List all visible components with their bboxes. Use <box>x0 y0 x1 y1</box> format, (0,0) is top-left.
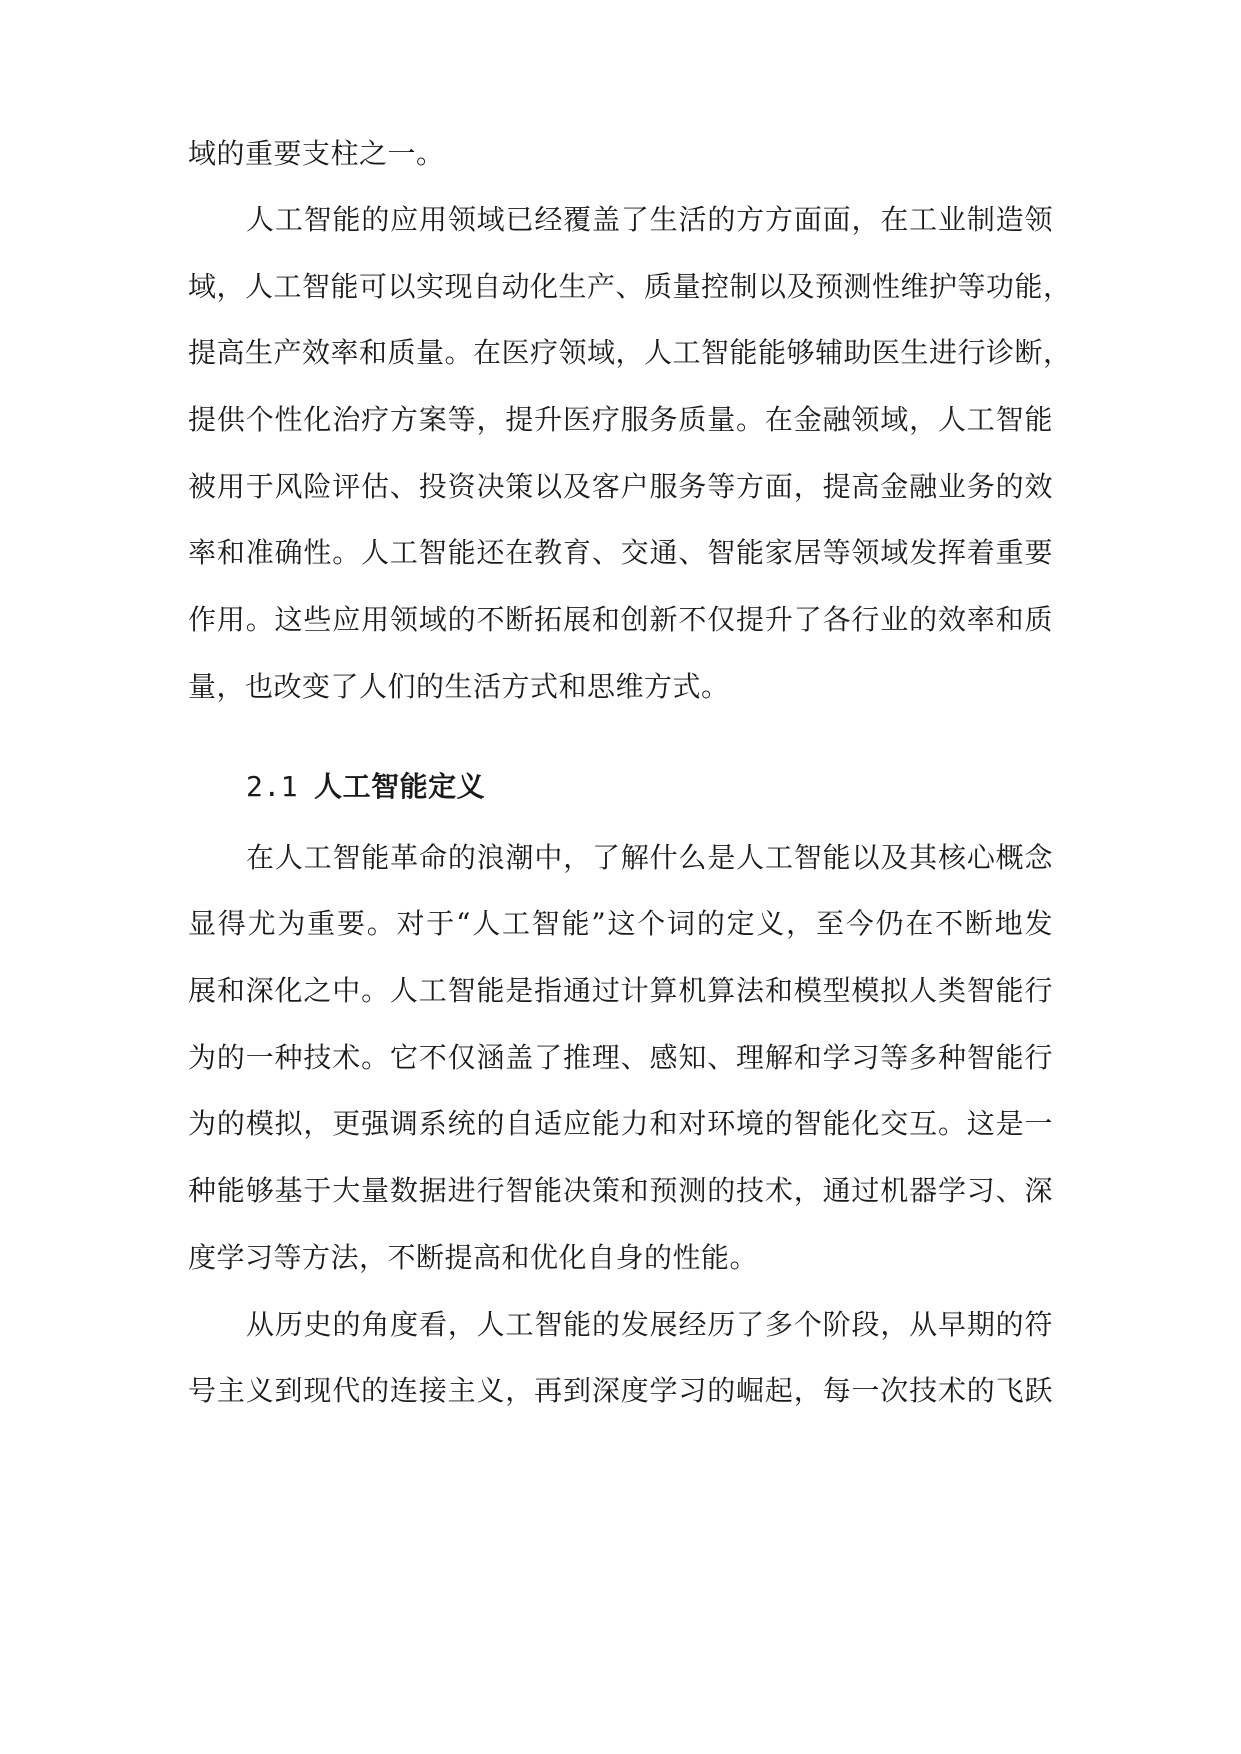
paragraph-line: 从历史的角度看，人工智能的发展经历了多个阶段，从早期的符 <box>246 1308 1053 1341</box>
section-heading <box>246 767 485 807</box>
paragraph-line: 为的一种技术。它不仅涵盖了推理、感知、理解和学习等多种智能行 <box>188 1041 1053 1074</box>
paragraph-line: 度学习等方法，不断提高和优化自身的性能。 <box>188 1241 759 1274</box>
paragraph-line: 人工智能的应用领域已经覆盖了生活的方方面面，在工业制造领 <box>246 203 1053 236</box>
paragraph-line: 量，也改变了人们的生活方式和思维方式。 <box>188 670 730 703</box>
paragraph-line: 域，人工智能可以实现自动化生产、质量控制以及预测性维护等功能， <box>188 270 1072 303</box>
paragraph-line: 提高生产效率和质量。在医疗领域，人工智能能够辅助医生进行诊断， <box>188 336 1072 369</box>
paragraph-line: 显得尤为重要。对于“人工智能”这个词的定义，至今仍在不断地发 <box>188 907 1053 940</box>
section-number: 2.1 <box>246 770 299 803</box>
paragraph-line: 率和准确性。人工智能还在教育、交通、智能家居等领域发挥着重要 <box>188 536 1053 569</box>
paragraph-line: 号主义到现代的连接主义，再到深度学习的崛起，每一次技术的飞跃 <box>188 1374 1053 1407</box>
paragraph-line: 展和深化之中。人工智能是指通过计算机算法和模型模拟人类智能行 <box>188 974 1053 1007</box>
paragraph-line: 种能够基于大量数据进行智能决策和预测的技术，通过机器学习、深 <box>188 1174 1053 1207</box>
section-title: 人工智能定义 <box>314 770 486 803</box>
paragraph-line: 在人工智能革命的浪潮中，了解什么是人工智能以及其核心概念 <box>246 841 1053 874</box>
paragraph-line: 被用于风险评估、投资决策以及客户服务等方面，提高金融业务的效 <box>188 470 1053 503</box>
paragraph-line: 作用。这些应用领域的不断拓展和创新不仅提升了各行业的效率和质 <box>188 603 1053 636</box>
paragraph-line: 域的重要支柱之一。 <box>188 137 445 170</box>
paragraph-line: 提供个性化治疗方案等，提升医疗服务质量。在金融领域，人工智能 <box>188 403 1053 436</box>
paragraph-line: 为的模拟，更强调系统的自适应能力和对环境的智能化交互。这是一 <box>188 1107 1053 1140</box>
